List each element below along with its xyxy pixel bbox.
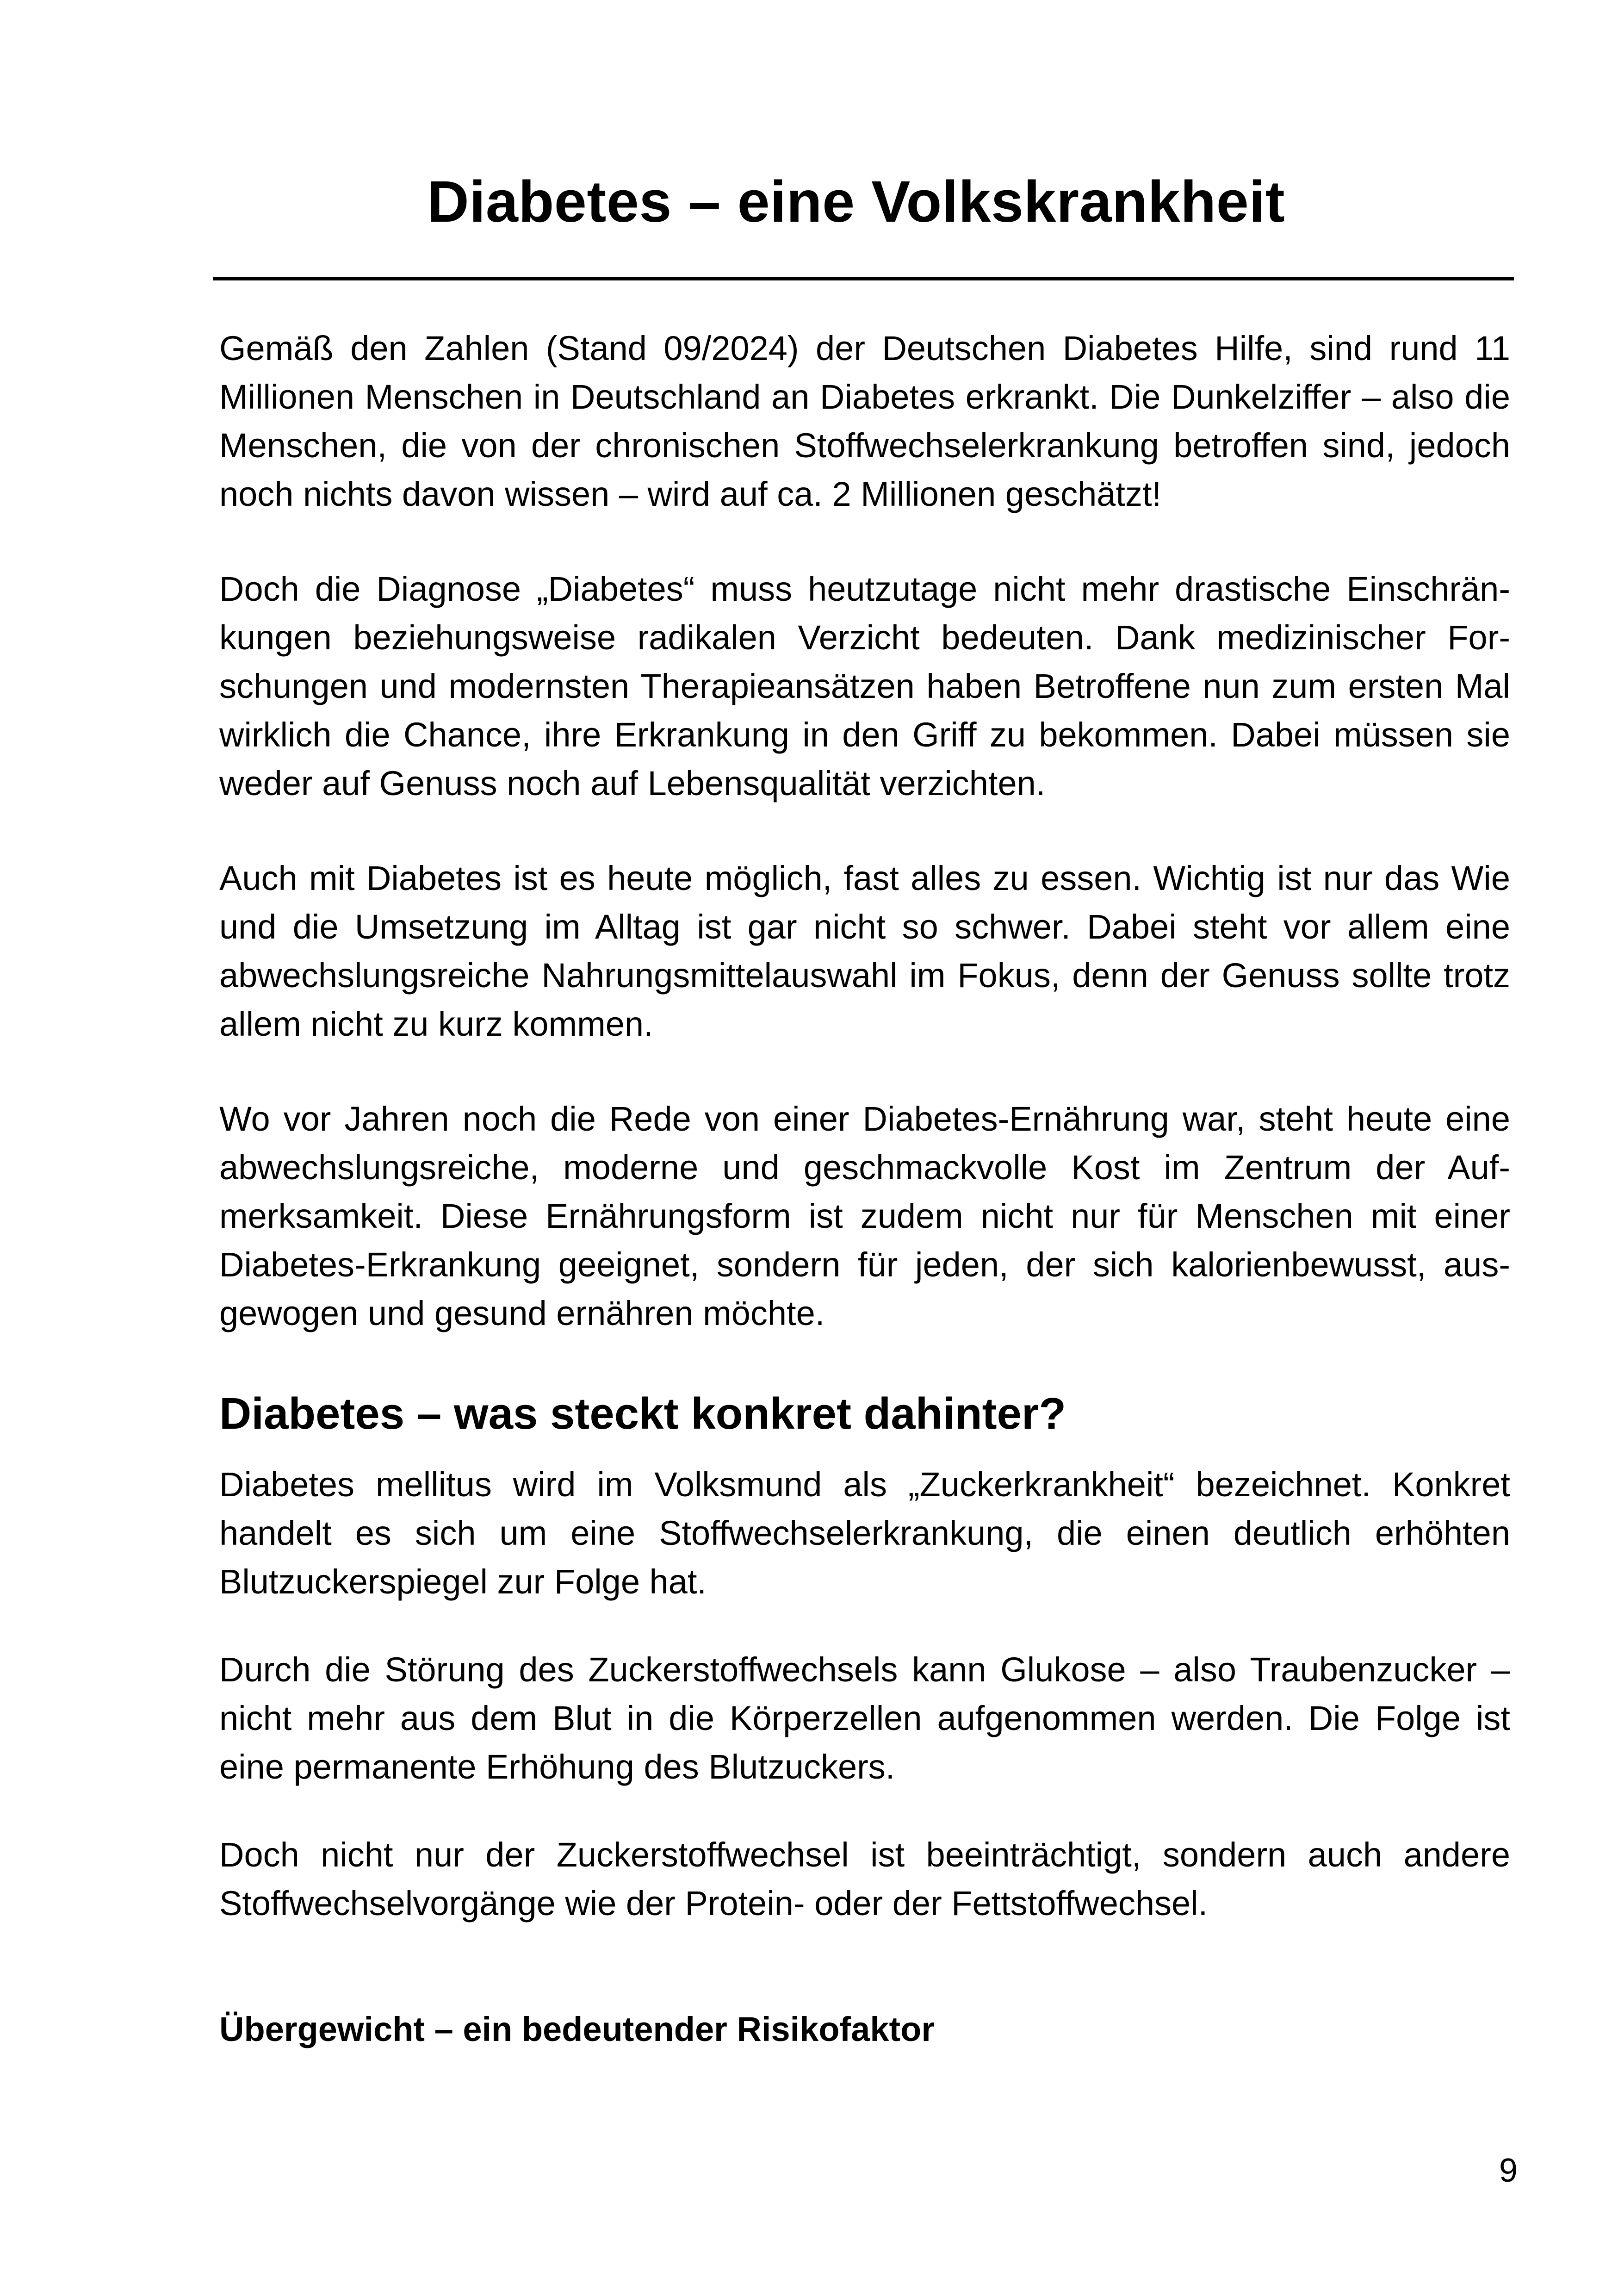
section-paragraph-2: Durch die Störung des Zuckerstoffwechsels kann Glukose – also Traubenzucker – nicht mehr aus dem Blut in die Körperzellen aufgenommen werden. Die Folge ist eine permanente Erhöhung des Blutzuckers. — [219, 1650, 1510, 1786]
intro-paragraph-2: Doch die Diagnose „Diabetes“ muss heutzutage nicht mehr drastische Einschränkungen beziehungsweise radikalen Verzicht bedeuten. Dank medizinischer Forschungen und modernsten Therapieansätzen haben Betroffene nun zum ersten Mal wirklich die Chance, ihre Erkrankung in den Griff zu bekommen. Dabei müssen sie weder auf Genuss noch auf Lebensqualität verzichten. — [219, 570, 1510, 803]
intro-paragraph-3: Auch mit Diabetes ist es heute möglich, fast alles zu essen. Wichtig ist nur das Wie und die Umsetzung im Alltag ist gar nicht so schwer. Dabei steht vor allem eine abwechslungsreiche Nahrungsmittelauswahl im Fokus, denn der Genuss sollte trotz allem nicht zu kurz kommen. — [219, 859, 1510, 1043]
intro-paragraph-4: Wo vor Jahren noch die Rede von einer Diabetes-Ernährung war, steht heute eine abwechslungsreiche, moderne und geschmackvolle Kost im Zentrum der Aufmerksamkeit. Diese Ernährungsform ist zudem nicht nur für Menschen mit einer Diabetes-Erkrankung geeignet, sondern für jeden, der sich kalorienbewusst, ausgewogen und gesund ernähren möchte. — [219, 1100, 1510, 1332]
page-title: Diabetes – eine Volkskrankheit — [427, 169, 1285, 234]
subsection-heading: Übergewicht – ein bedeutender Risikofaktor — [219, 2010, 935, 2048]
section-paragraph-3: Doch nicht nur der Zuckerstoffwechsel ist beeinträchtigt, sondern auch andere Stoffwechselvorgänge wie der Protein- oder der Fettstoffwechsel. — [219, 1836, 1510, 1923]
title-divider — [213, 277, 1514, 280]
page-number: 9 — [1499, 2152, 1518, 2189]
intro-paragraph-1: Gemäß den Zahlen (Stand 09/2024) der Deutschen Diabetes Hilfe, sind rund 11 Millionen Menschen in Deutschland an Diabetes erkrankt. Die Dunkelziffer – also die Menschen, die von der chronischen Stoffwechselerkrankung betroffen sind, jedoch noch nichts davon wissen – wird auf ca. 2 Millionen geschätzt! — [219, 329, 1510, 513]
section-paragraph-1: Diabetes mellitus wird im Volksmund als „Zuckerkrankheit“ bezeichnet. Konkret handelt es sich um eine Stoffwechselerkrankung, die einen deutlich erhöhten Blutzuckerspiegel zur Folge hat. — [219, 1465, 1510, 1601]
section-heading: Diabetes – was steckt konkret dahinter? — [219, 1389, 1066, 1438]
